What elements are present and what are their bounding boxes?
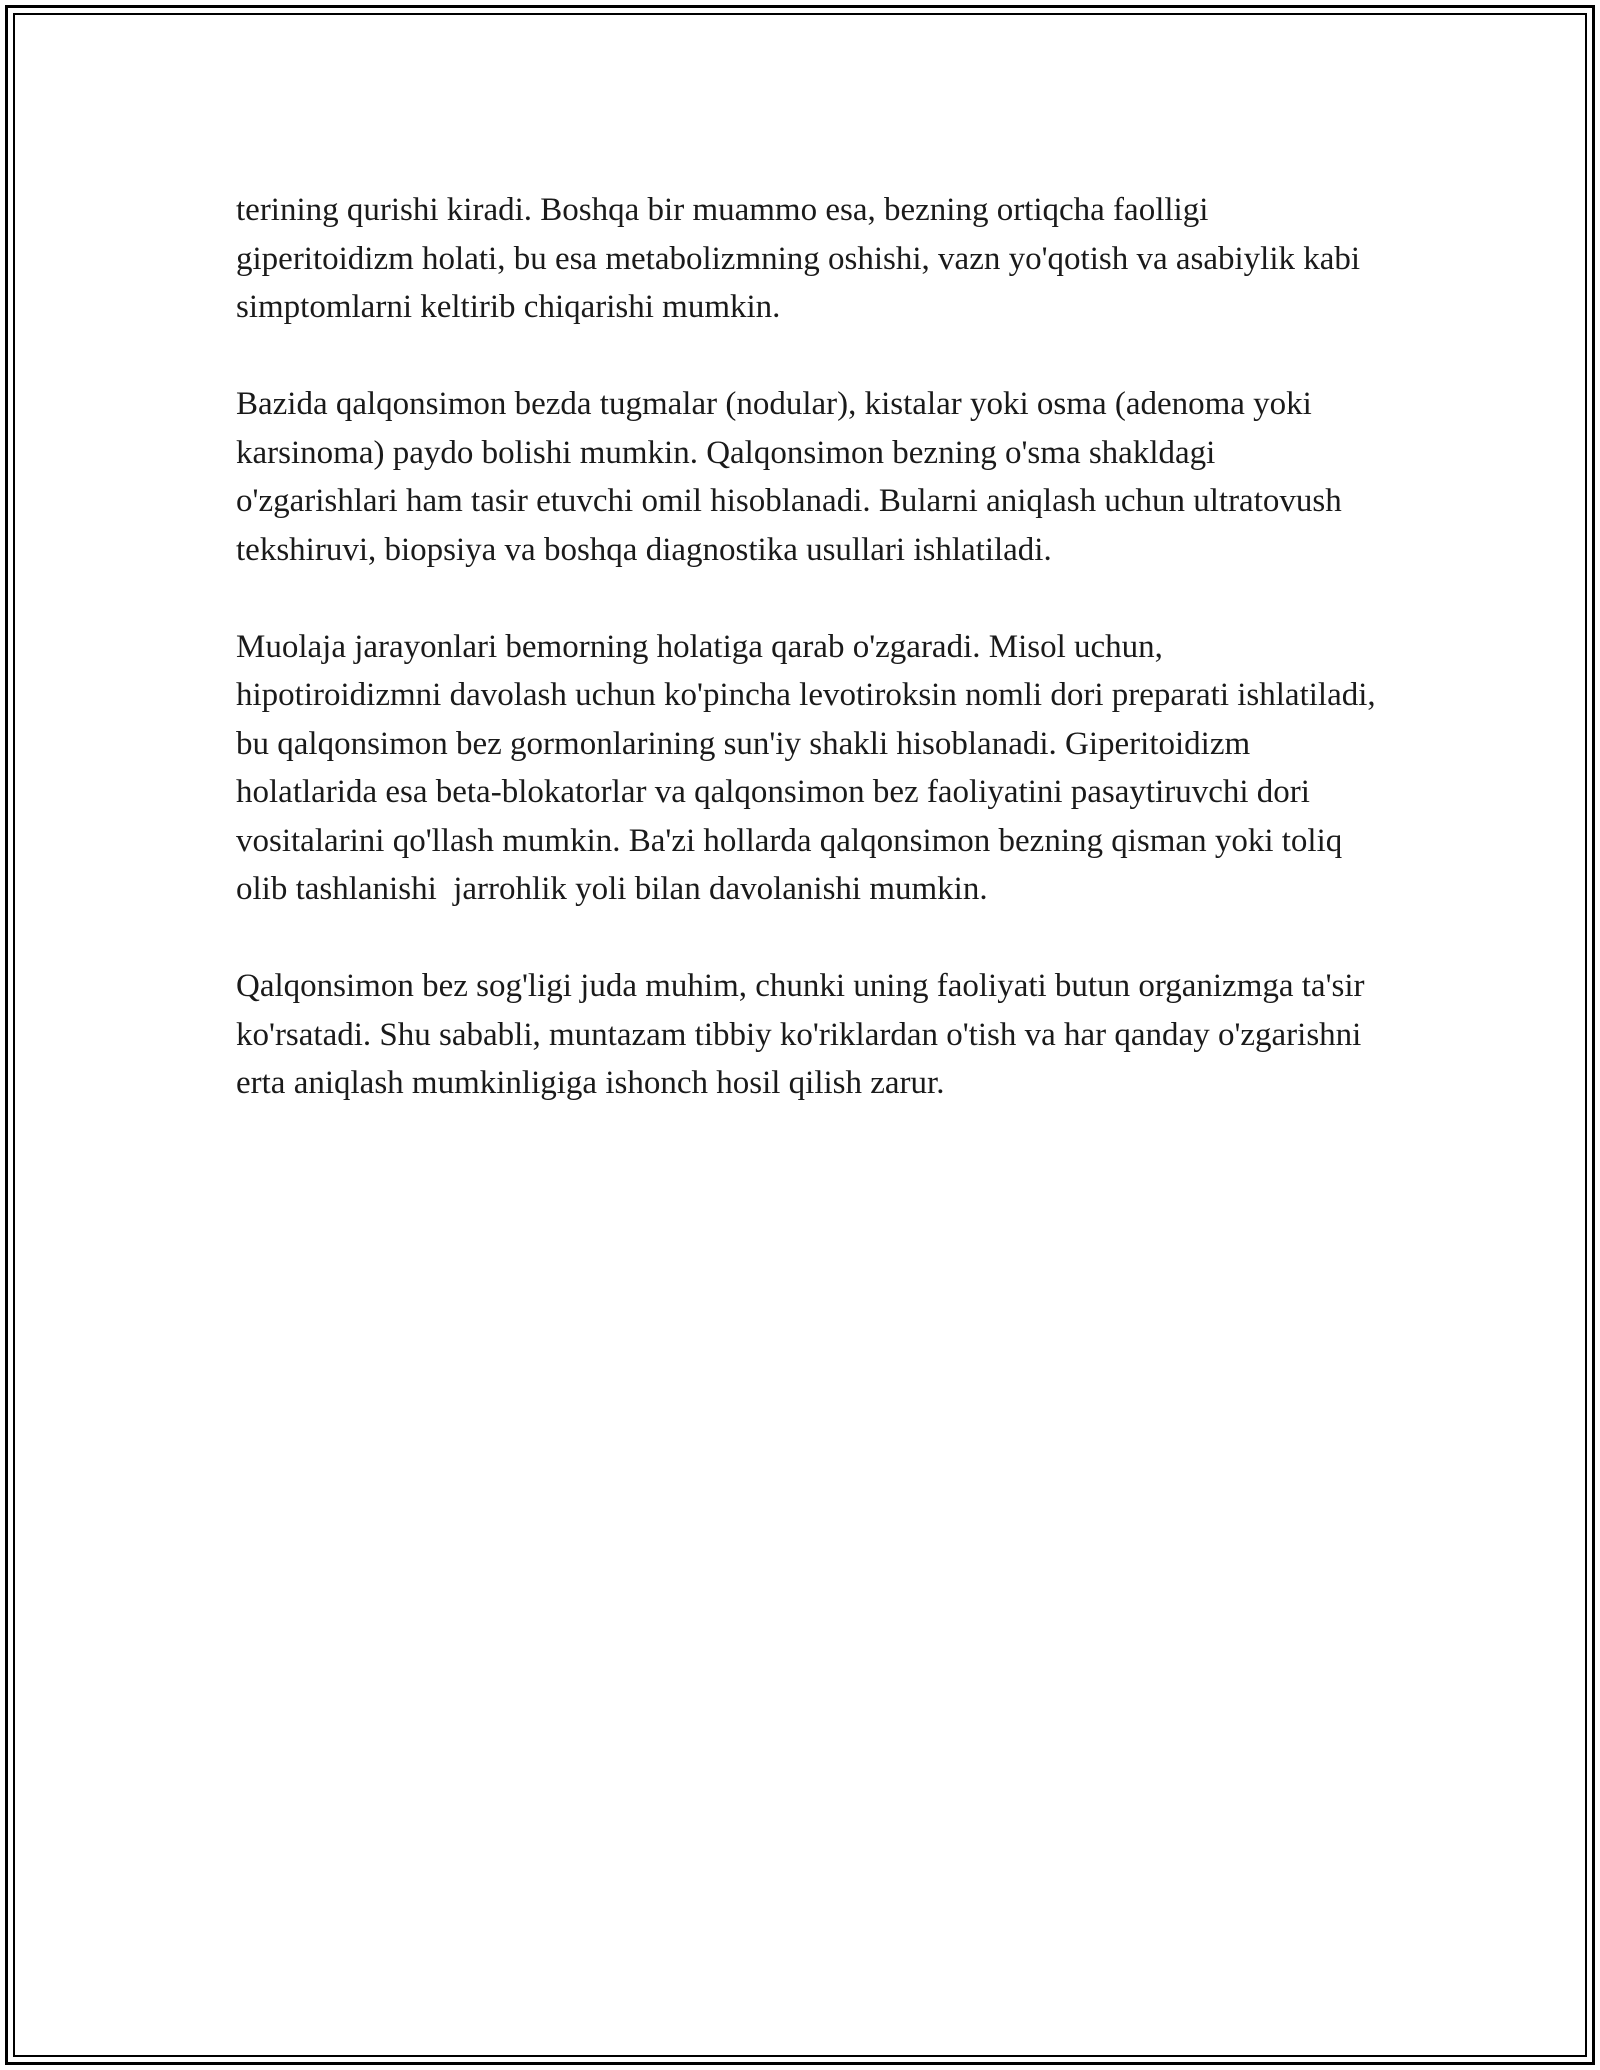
paragraph-4: Qalqonsimon bez sog'ligi juda muhim, chunki uning faoliyati butun organizmga ta'sir ko'rsatadi. Shu sababli, muntazam tibbiy ko'riklardan o'tish va har qanday o'zgarishni erta aniqlash mumkinligiga ishonch hosil qilish zarur. [236,968,1373,1101]
document-body [236,186,1384,1156]
paragraph-3: Muolaja jarayonlari bemorning holatiga qarab o'zgaradi. Misol uchun, hipotiroidizmni davolash uchun ko'pincha levotiroksin nomli dori preparati ishlatiladi, bu qalqonsimon bez gormonlarining sun'iy shakli hisoblanadi. Giperitoidizm holatlarida esa beta-blokatorlar va qalqonsimon bez faoliyatini pasaytiruvchi dori vositalarini qo'llash mumkin. Ba'zi hollarda qalqonsimon bezning qisman yoki toliq olib tashlanishi jarrohlik yoli bilan davolanishi mumkin. [236,628,1384,907]
paragraph-1: terining qurishi kiradi. Boshqa bir muammo esa, bezning ortiqcha faolligi giperitoidizm holati, bu esa metabolizmning oshishi, vazn yo'qotish va asabiylik kabi simptomlarni keltirib chiqarishi mumkin. [236,192,1369,325]
paragraph-2: Bazida qalqonsimon bezda tugmalar (nodular), kistalar yoki osma (adenoma yoki karsinoma) paydo bolishi mumkin. Qalqonsimon bezning o'sma shakldagi o'zgarishlari ham tasir etuvchi omil hisoblanadi. Bularni aniqlash uchun ultratovush tekshiruvi, biopsiya va boshqa diagnostika usullari ishlatiladi. [236,386,1350,568]
